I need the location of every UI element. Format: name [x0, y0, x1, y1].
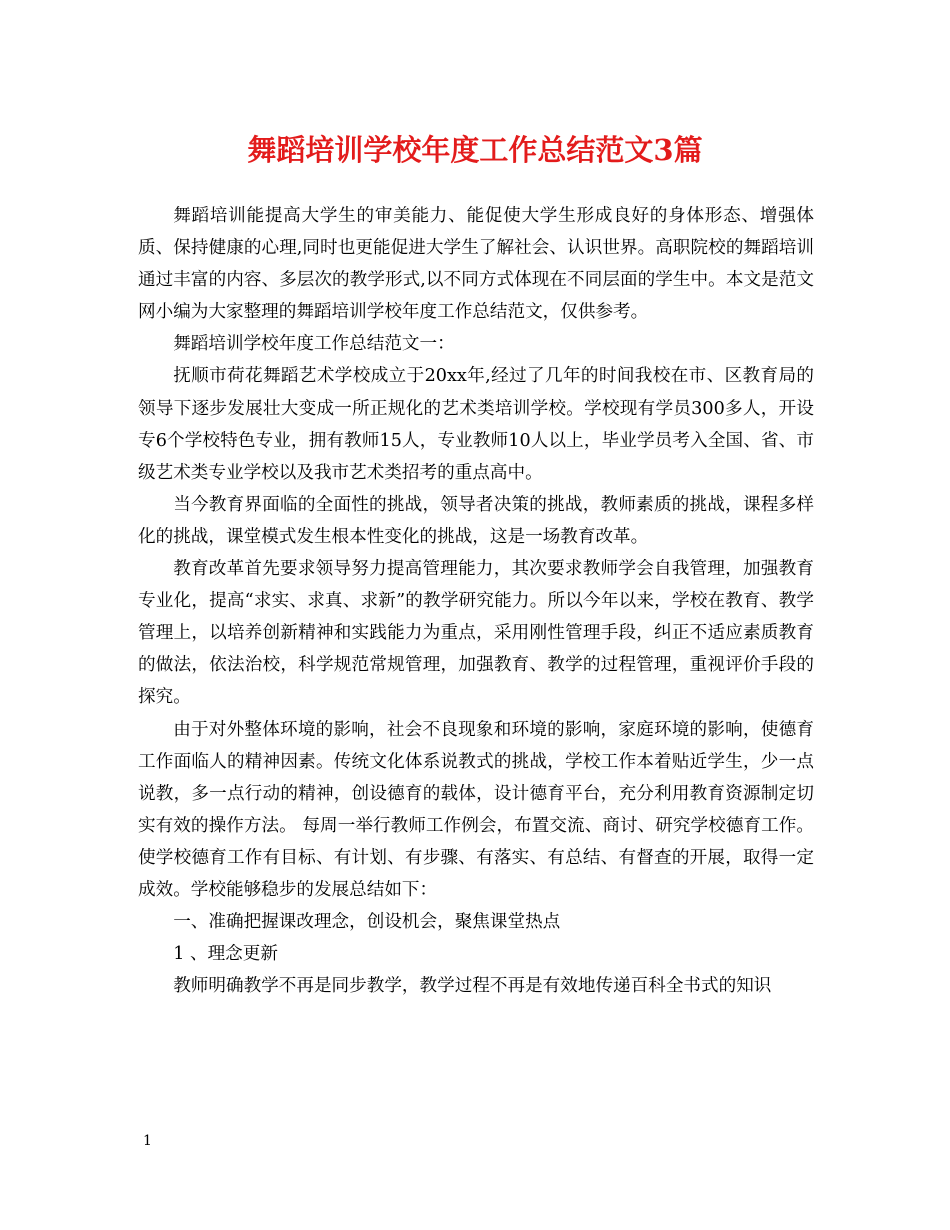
paragraph-school-overview: 抚顺市荷花舞蹈艺术学校成立于20xx年,经过了几年的时间我校在市、区教育局的领导下逐步发展壮大变成一所正规化的艺术类培训学校。学校现有学员300多人，开设专6个学校特色专业，拥有教师15人，专业教师10人以上，毕业学员考入全国、省、市级艺术类专业学校以及我市艺术类招考的重点高中。: [138, 366, 814, 483]
document-title: 舞蹈培训学校年度工作总结范文3篇: [247, 133, 703, 167]
paragraph-subheading-one: 1 、理念更新: [173, 944, 278, 965]
document-body: [138, 200, 814, 1002]
paragraph-teaching: 教师明确教学不再是同步教学，教学过程不再是有效地传递百科全书式的知识: [173, 976, 772, 997]
paragraph-reform: 教育改革首先要求领导努力提高管理能力，其次要求教师学会自我管理，加强教育专业化，提高“求实、求真、求新”的教学研究能力。所以今年以来，学校在教育、教学管理上，以培养创新精神和实践能力为重点，采用刚性管理手段，纠正不适应素质教育的做法，依法治校，科学规范常规管理，加强教育、教学的过程管理，重视评价手段的探究。: [138, 559, 814, 708]
paragraph-heading-one: 一、准确把握课改理念，创设机会，聚焦课堂热点: [173, 912, 561, 933]
paragraph-moral-education: 由于对外整体环境的影响，社会不良现象和环境的影响，家庭环境的影响，使德育工作面临人的精神因素。传统文化体系说教式的挑战，学校工作本着贴近学生，少一点说教，多一点行动的精神，创设德育的载体，设计德育平台，充分利用教育资源制定切实有效的操作方法。 每周一举行教师工作例会，布置交流、商讨、研究学校德育工作。使学校德育工作有目标、有计划、有步骤、有落实、有总结、有督查的开展，取得一定成效。学校能够稳步的发展总结如下：: [138, 719, 814, 900]
paragraph-intro: 舞蹈培训能提高大学生的审美能力、能促使大学生形成良好的身体形态、增强体质、保持健康的心理,同时也更能促进大学生了解社会、认识世界。高职院校的舞蹈培训通过丰富的内容、多层次的教学形式,以不同方式体现在不同层面的学生中。本文是范文网小编为大家整理的舞蹈培训学校年度工作总结范文，仅供参考。: [138, 206, 814, 323]
paragraph-section-heading: 舞蹈培训学校年度工作总结范文一：: [173, 334, 455, 355]
paragraph-challenges: 当今教育界面临的全面性的挑战，领导者决策的挑战，教师素质的挑战，课程多样化的挑战，课堂模式发生根本性变化的挑战，这是一场教育改革。: [138, 494, 814, 547]
page-number: 1: [143, 1133, 152, 1149]
